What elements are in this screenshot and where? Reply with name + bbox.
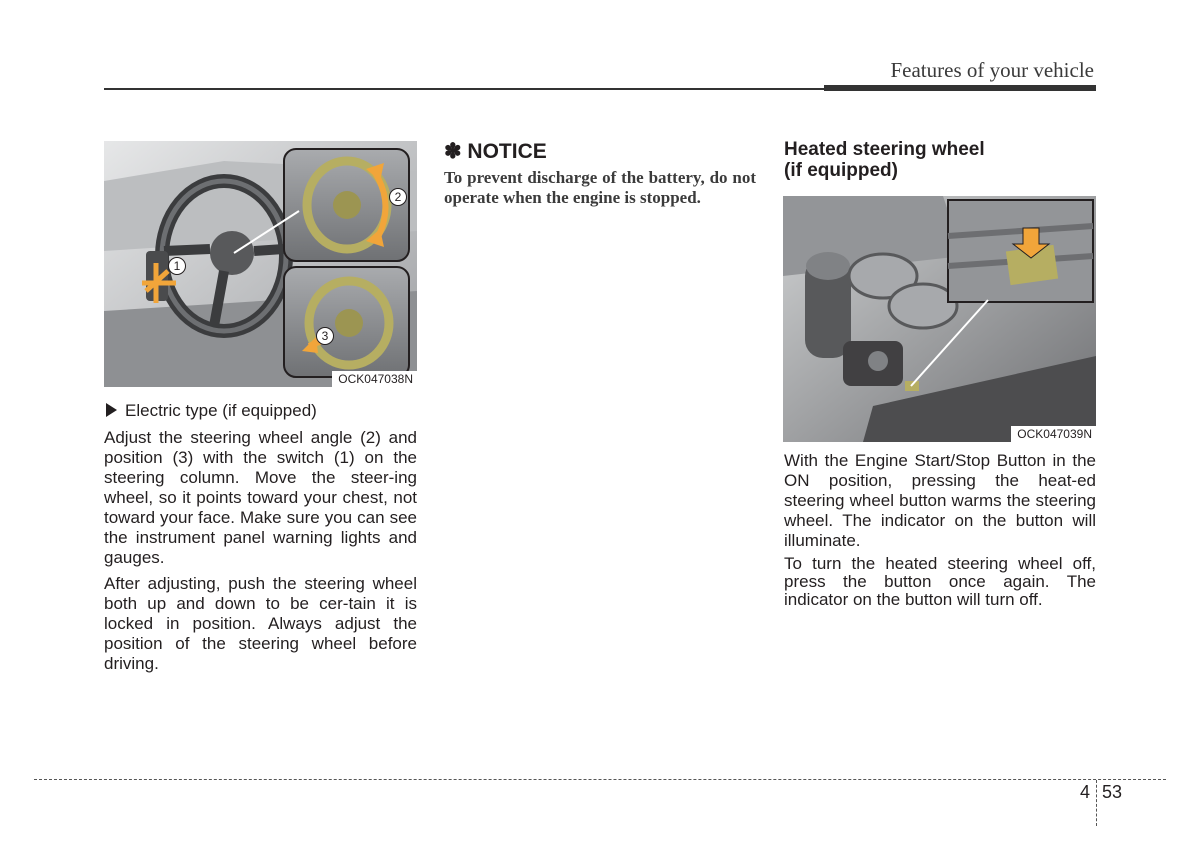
paragraph: To turn the heated steering wheel off, press the button once again. The indicator on the button will turn off. bbox=[784, 554, 1096, 609]
heated-wheel-figure bbox=[783, 196, 1096, 442]
callout-2: 2 bbox=[389, 188, 407, 206]
notice-body: To prevent discharge of the battery, do not operate when the engine is stopped. bbox=[444, 168, 756, 207]
section-heading bbox=[784, 139, 985, 181]
right-body-text bbox=[784, 451, 1096, 615]
header-rule bbox=[104, 88, 824, 90]
triangle-bullet-icon bbox=[106, 403, 117, 417]
figure-code: OCK047038N bbox=[332, 371, 417, 387]
paragraph: After adjusting, push the steering wheel both up and down to be cer-tain it is locked in position. Always adjust the position of the steering wheel before driving. bbox=[104, 574, 417, 673]
callout-3: 3 bbox=[316, 327, 334, 345]
callout-1: 1 bbox=[168, 257, 186, 275]
left-body-text bbox=[104, 428, 417, 680]
page-number-divider bbox=[1096, 780, 1097, 826]
figure-code: OCK047039N bbox=[1011, 426, 1096, 442]
footer-rule bbox=[34, 779, 1166, 780]
page-number: 53 bbox=[1102, 782, 1123, 802]
section-heading-line: (if equipped) bbox=[784, 160, 898, 181]
paragraph: With the Engine Start/Stop Button in the ON position, pressing the heat-ed steering wheel button warms the steering wheel. The indicator on the button will illuminate. bbox=[784, 451, 1096, 550]
steering-adjust-illustration bbox=[104, 141, 417, 387]
chapter-number: 4 bbox=[1080, 782, 1091, 802]
running-header: Features of your vehicle bbox=[890, 58, 1094, 82]
bullet-heading bbox=[106, 401, 317, 421]
paragraph: Adjust the steering wheel angle (2) and position (3) with the switch (1) on the steering column. Move the steer-ing wheel, so it points toward your chest, not toward your face. Make sure you can see the instrument panel warning lights and gauges. bbox=[104, 428, 417, 567]
steering-adjust-figure bbox=[104, 141, 417, 387]
section-heading-line: Heated steering wheel bbox=[784, 139, 985, 160]
header-rule-accent bbox=[824, 85, 1096, 91]
center-console-illustration bbox=[783, 196, 1096, 442]
notice-title: ✽ NOTICE bbox=[444, 140, 547, 163]
bullet-text: Electric type (if equipped) bbox=[125, 401, 317, 420]
